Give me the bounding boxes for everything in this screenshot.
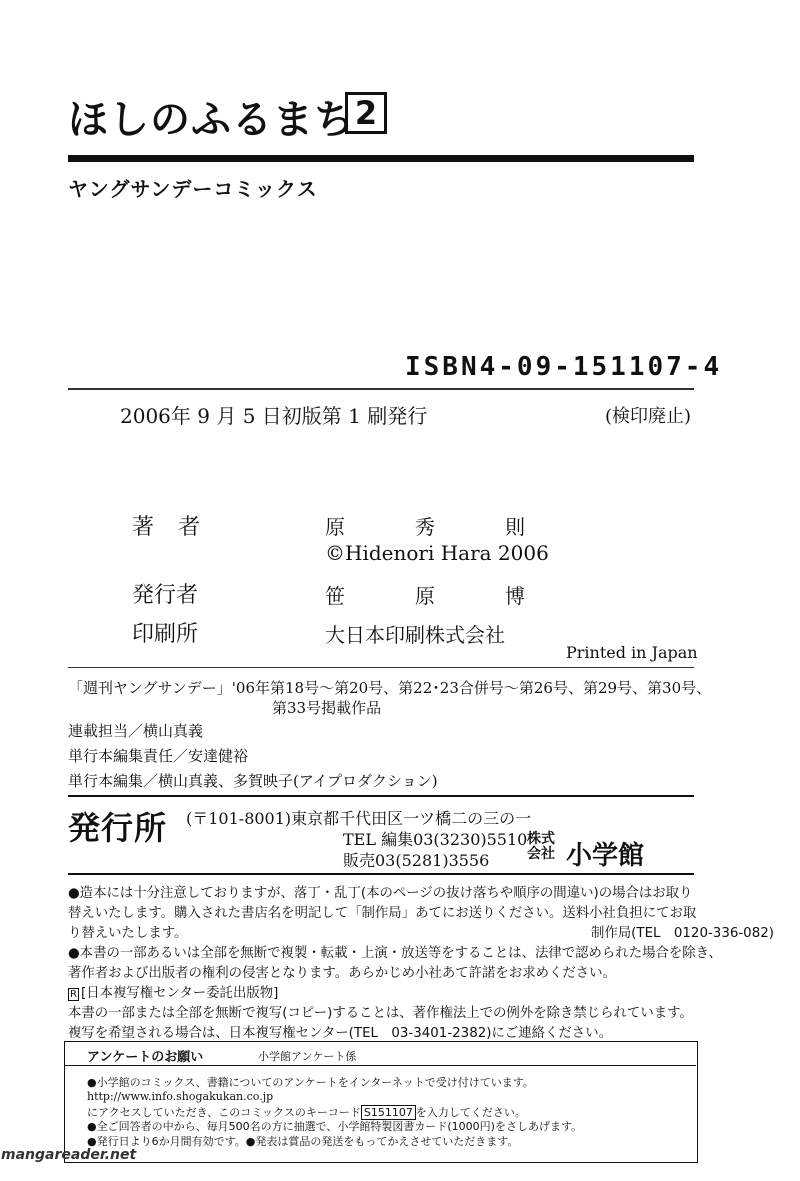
- survey-divider: [64, 1065, 696, 1066]
- notice-line: 複写を希望される場合は、日本複写権センター(TEL 03-3401-2382)にご連絡ください。: [68, 1026, 612, 1041]
- survey-department: 小学館アンケート係: [258, 1050, 357, 1063]
- jrrc-notice: R [日本複写権センター委託出版物]: [70, 986, 279, 1001]
- author-name: 原秀則: [325, 515, 595, 539]
- company-name: 小学館: [566, 841, 645, 871]
- publication-date: 2006年 9 月 5 日初版第 1 刷発行: [120, 404, 428, 428]
- serialization-line-2: 第33号掲載作品: [272, 699, 382, 717]
- notice-divider: [68, 873, 694, 875]
- serial-editor: 連載担当／横山真義: [68, 722, 204, 740]
- notice-line: 本書の一部または全部を無断で複写(コピー)することは、著作権法上での例外を除き禁じられています。: [68, 1006, 693, 1021]
- survey-keycode-suffix: を入力してください。: [415, 1106, 526, 1119]
- survey-url[interactable]: http://www.info.shogakukan.co.jp: [87, 1090, 274, 1103]
- notice-line: 替えいたします。購入された書店名を明記して「制作局」あてにお送りください。送料小社負担にてお取: [68, 906, 697, 921]
- publisher-label: 発行者: [132, 583, 199, 608]
- notice-line: ●造本には十分注意しておりますが、落丁・乱丁(本のページの抜け落ちや順序の間違い)の場合はお取り: [68, 886, 693, 901]
- publisher-office-label: 発行所: [68, 809, 168, 847]
- book-editor: 単行本編集／横山真義、多賀映子(アイプロダクション): [68, 772, 438, 790]
- notice-line: 著作者および出版者の権利の侵害となります。あらかじめ小社あて許諾をお求めください。: [68, 966, 616, 981]
- publisher-name: 笹原博: [325, 584, 595, 608]
- isbn-divider: [68, 388, 694, 390]
- survey-keycode: S151107: [361, 1105, 416, 1120]
- book-title: ほしのふるまち: [68, 97, 355, 143]
- volume-number: 2: [345, 92, 387, 134]
- notice-line: ●本書の一部あるいは全部を無断で複製・転載・上演・放送等をすることは、法律で認められた場合を除き、: [68, 946, 722, 961]
- watermark: mangareader.net: [1, 1147, 137, 1163]
- production-contact: 制作局(TEL 0120-336-082): [591, 926, 774, 941]
- copyright: ©Hidenori Hara 2006: [325, 541, 549, 565]
- printer-name: 大日本印刷株式会社: [325, 623, 505, 647]
- kabushiki-kaisha: 株式会社: [527, 831, 555, 862]
- publisher-divider: [68, 795, 694, 797]
- survey-line: ●全ご回答者の中から、毎月500名の方に抽選で、小学館特製図書カード(1000円)をさしあげます。: [87, 1120, 583, 1133]
- survey-title: アンケートのお願い: [87, 1050, 204, 1065]
- survey-line: ●小学館のコミックス、書籍についてのアンケートをインターネットで受け付けています。: [87, 1076, 534, 1089]
- credits-divider: [68, 667, 694, 668]
- printer-label: 印刷所: [132, 622, 199, 647]
- header-divider: [68, 155, 694, 162]
- publisher-tel-editorial: TEL 編集03(3230)5510: [343, 830, 528, 849]
- printed-in: Printed in Japan: [566, 643, 698, 662]
- publisher-tel-sales: 販売03(5281)3556: [343, 851, 490, 870]
- publisher-address: (〒101-8001)東京都千代田区一ツ橋二の三の一: [186, 809, 532, 828]
- survey-keycode-prefix: にアクセスしていただき、このコミックスのキーコード: [87, 1106, 361, 1119]
- author-label: 著者: [132, 515, 225, 540]
- series-name: ヤングサンデーコミックス: [68, 177, 318, 201]
- jrrc-label: 日本複写権センター委託出版物: [86, 986, 274, 1001]
- registered-mark: R: [70, 989, 77, 1000]
- notice-line: り替えいたします。: [68, 926, 188, 941]
- book-editor-chief: 単行本編集責任／安達健裕: [68, 747, 249, 765]
- seal-note: (検印廃止): [605, 406, 692, 427]
- serialization-line-1: 「週刊ヤングサンデー」'06年第18号〜第20号、第22･23合併号〜第26号、第29号、第30号、: [68, 679, 712, 697]
- survey-line: ●発行日より6か月間有効です。●発表は賞品の発送をもってかえさせていただきます。: [87, 1135, 519, 1148]
- isbn: ISBN4-09-151107-4: [405, 352, 723, 382]
